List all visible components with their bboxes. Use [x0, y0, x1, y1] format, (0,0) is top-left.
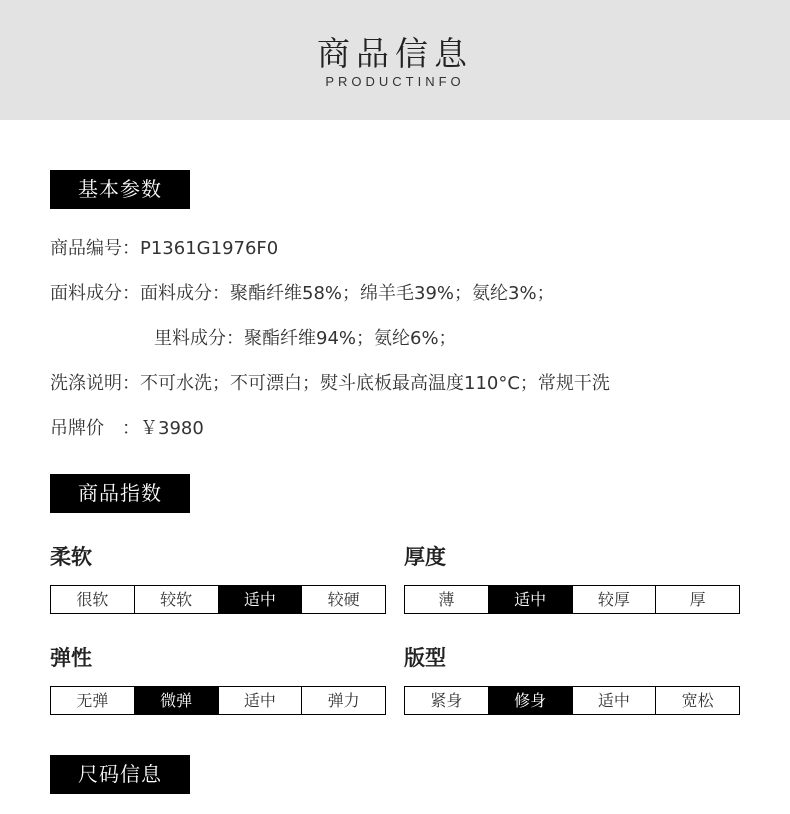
param-row-sku	[50, 237, 278, 261]
param-row-price	[50, 417, 204, 441]
elasticity-option: 无弹	[51, 687, 135, 714]
fit-option: 紧身	[405, 687, 489, 714]
param-value: P1361G1976F0	[140, 238, 279, 259]
param-value: 不可水洗；不可漂白；熨斗底板最高温度110°C；常规干洗	[140, 373, 610, 394]
param-value: 里料成分：聚酯纤维94%；氨纶6%；	[154, 328, 457, 349]
size-info-label: 尺码信息	[50, 755, 190, 794]
thickness-option: 较厚	[573, 586, 657, 613]
elasticity-option: 微弹	[135, 687, 219, 714]
softness-scale	[50, 585, 386, 614]
fit-option: 宽松	[681, 691, 714, 710]
param-label: 面料成分：	[50, 283, 140, 304]
fit-option: 修身	[489, 687, 573, 714]
fit-title: 版型	[404, 646, 446, 670]
fit-scale	[404, 686, 740, 715]
param-value: ￥3980	[140, 418, 204, 439]
param-label: 洗涤说明：	[50, 373, 140, 394]
page-subtitle: PRODUCTINFO	[325, 74, 465, 89]
softness-option: 很软	[51, 586, 135, 613]
param-row-fabric	[50, 282, 555, 306]
param-label: 商品编号：	[50, 238, 140, 259]
thickness-option: 适中	[489, 586, 573, 613]
softness-option: 适中	[219, 586, 303, 613]
softness-option: 较硬	[327, 590, 360, 609]
elasticity-option: 适中	[219, 687, 303, 714]
thickness-title: 厚度	[404, 545, 446, 569]
elasticity-option: 弹力	[327, 691, 360, 710]
param-label: 吊牌价 ：	[50, 418, 140, 439]
softness-option: 较软	[135, 586, 219, 613]
elasticity-title: 弹性	[50, 646, 92, 670]
param-row-lining	[154, 327, 457, 351]
thickness-scale	[404, 585, 740, 614]
page-title: 商品信息	[317, 34, 473, 73]
softness-title: 柔软	[50, 545, 92, 569]
thickness-option: 薄	[405, 586, 489, 613]
thickness-option: 厚	[689, 590, 706, 609]
product-index-label: 商品指数	[50, 474, 190, 513]
param-row-washing	[50, 372, 610, 396]
fit-option: 适中	[573, 687, 657, 714]
basic-params-label: 基本参数	[50, 170, 190, 209]
product-info-header	[0, 0, 790, 120]
param-value: 面料成分：聚酯纤维58%；绵羊毛39%；氨纶3%；	[140, 283, 555, 304]
elasticity-scale	[50, 686, 386, 715]
